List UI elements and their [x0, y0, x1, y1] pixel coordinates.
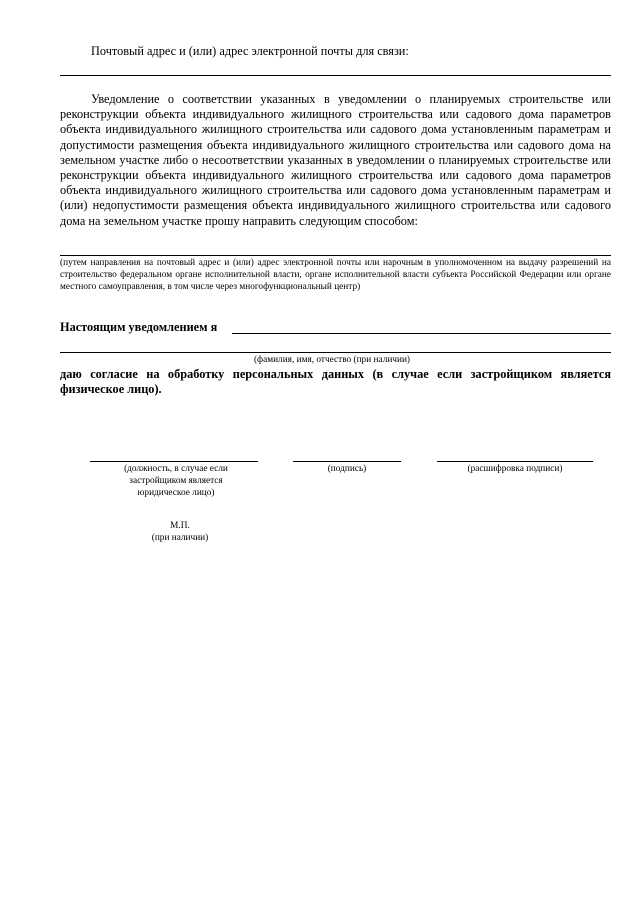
- consent-prefix: Настоящим уведомлением я: [60, 320, 218, 334]
- sign-line: [293, 461, 401, 462]
- notification-paragraph: Уведомление о соответствии указанных в уведомлении о планируемых строительстве или реконструкции объекта индивидуального жилищного строительства или садового дома параметров объекта индивидуального жилищного строительства или садового дома установленным параметрам и допустимости размещения объекта индивидуального жилищного строительства или садового дома на земельном участке либо о несоответствии указанных в уведомлении о планируемых строительстве или реконструкции объекта индивидуального жилищного строительства или садового дома параметров объекта индивидуального жилищного строительства или садового дома установленным параметрам и (или) недопустимости размещения объекта индивидуального жилищного строительства или садового дома на земельном участке прошу направить следующим способом:: [60, 92, 611, 228]
- stamp-hint: (при наличии): [151, 533, 209, 543]
- contact-label: Почтовый адрес и (или) адрес электронной почты для связи:: [91, 44, 409, 58]
- fio-hint: (фамилия, имя, отчество (при наличии): [253, 355, 411, 365]
- contact-field-line: [60, 75, 611, 76]
- consent-text: даю согласие на обработку персональных данных (в случае если застройщиком является физическое лицо).: [60, 367, 611, 397]
- position-hint: (должность, в случае если застройщиком является юридическое лицо): [124, 464, 228, 498]
- delivery-hint: (путем направления на почтовый адрес и (или) адрес электронной почты или нарочным в уполномоченном на выдачу разрешений на строительство федеральном органе исполнительной власти, органе исполнительной власти субъекта Российской Федерации или органе местного самоуправления, в том числе через многофункциональный центр): [60, 258, 611, 292]
- sign-hint: (подпись): [327, 464, 367, 474]
- fio-field-line-2: [60, 352, 611, 353]
- decode-hint: (расшифровка подписи): [467, 464, 563, 474]
- stamp-label: М.П.: [170, 521, 190, 531]
- delivery-method-line: [60, 255, 611, 256]
- decode-line: [437, 461, 593, 462]
- fio-field-line: [232, 333, 611, 334]
- position-line: [90, 461, 258, 462]
